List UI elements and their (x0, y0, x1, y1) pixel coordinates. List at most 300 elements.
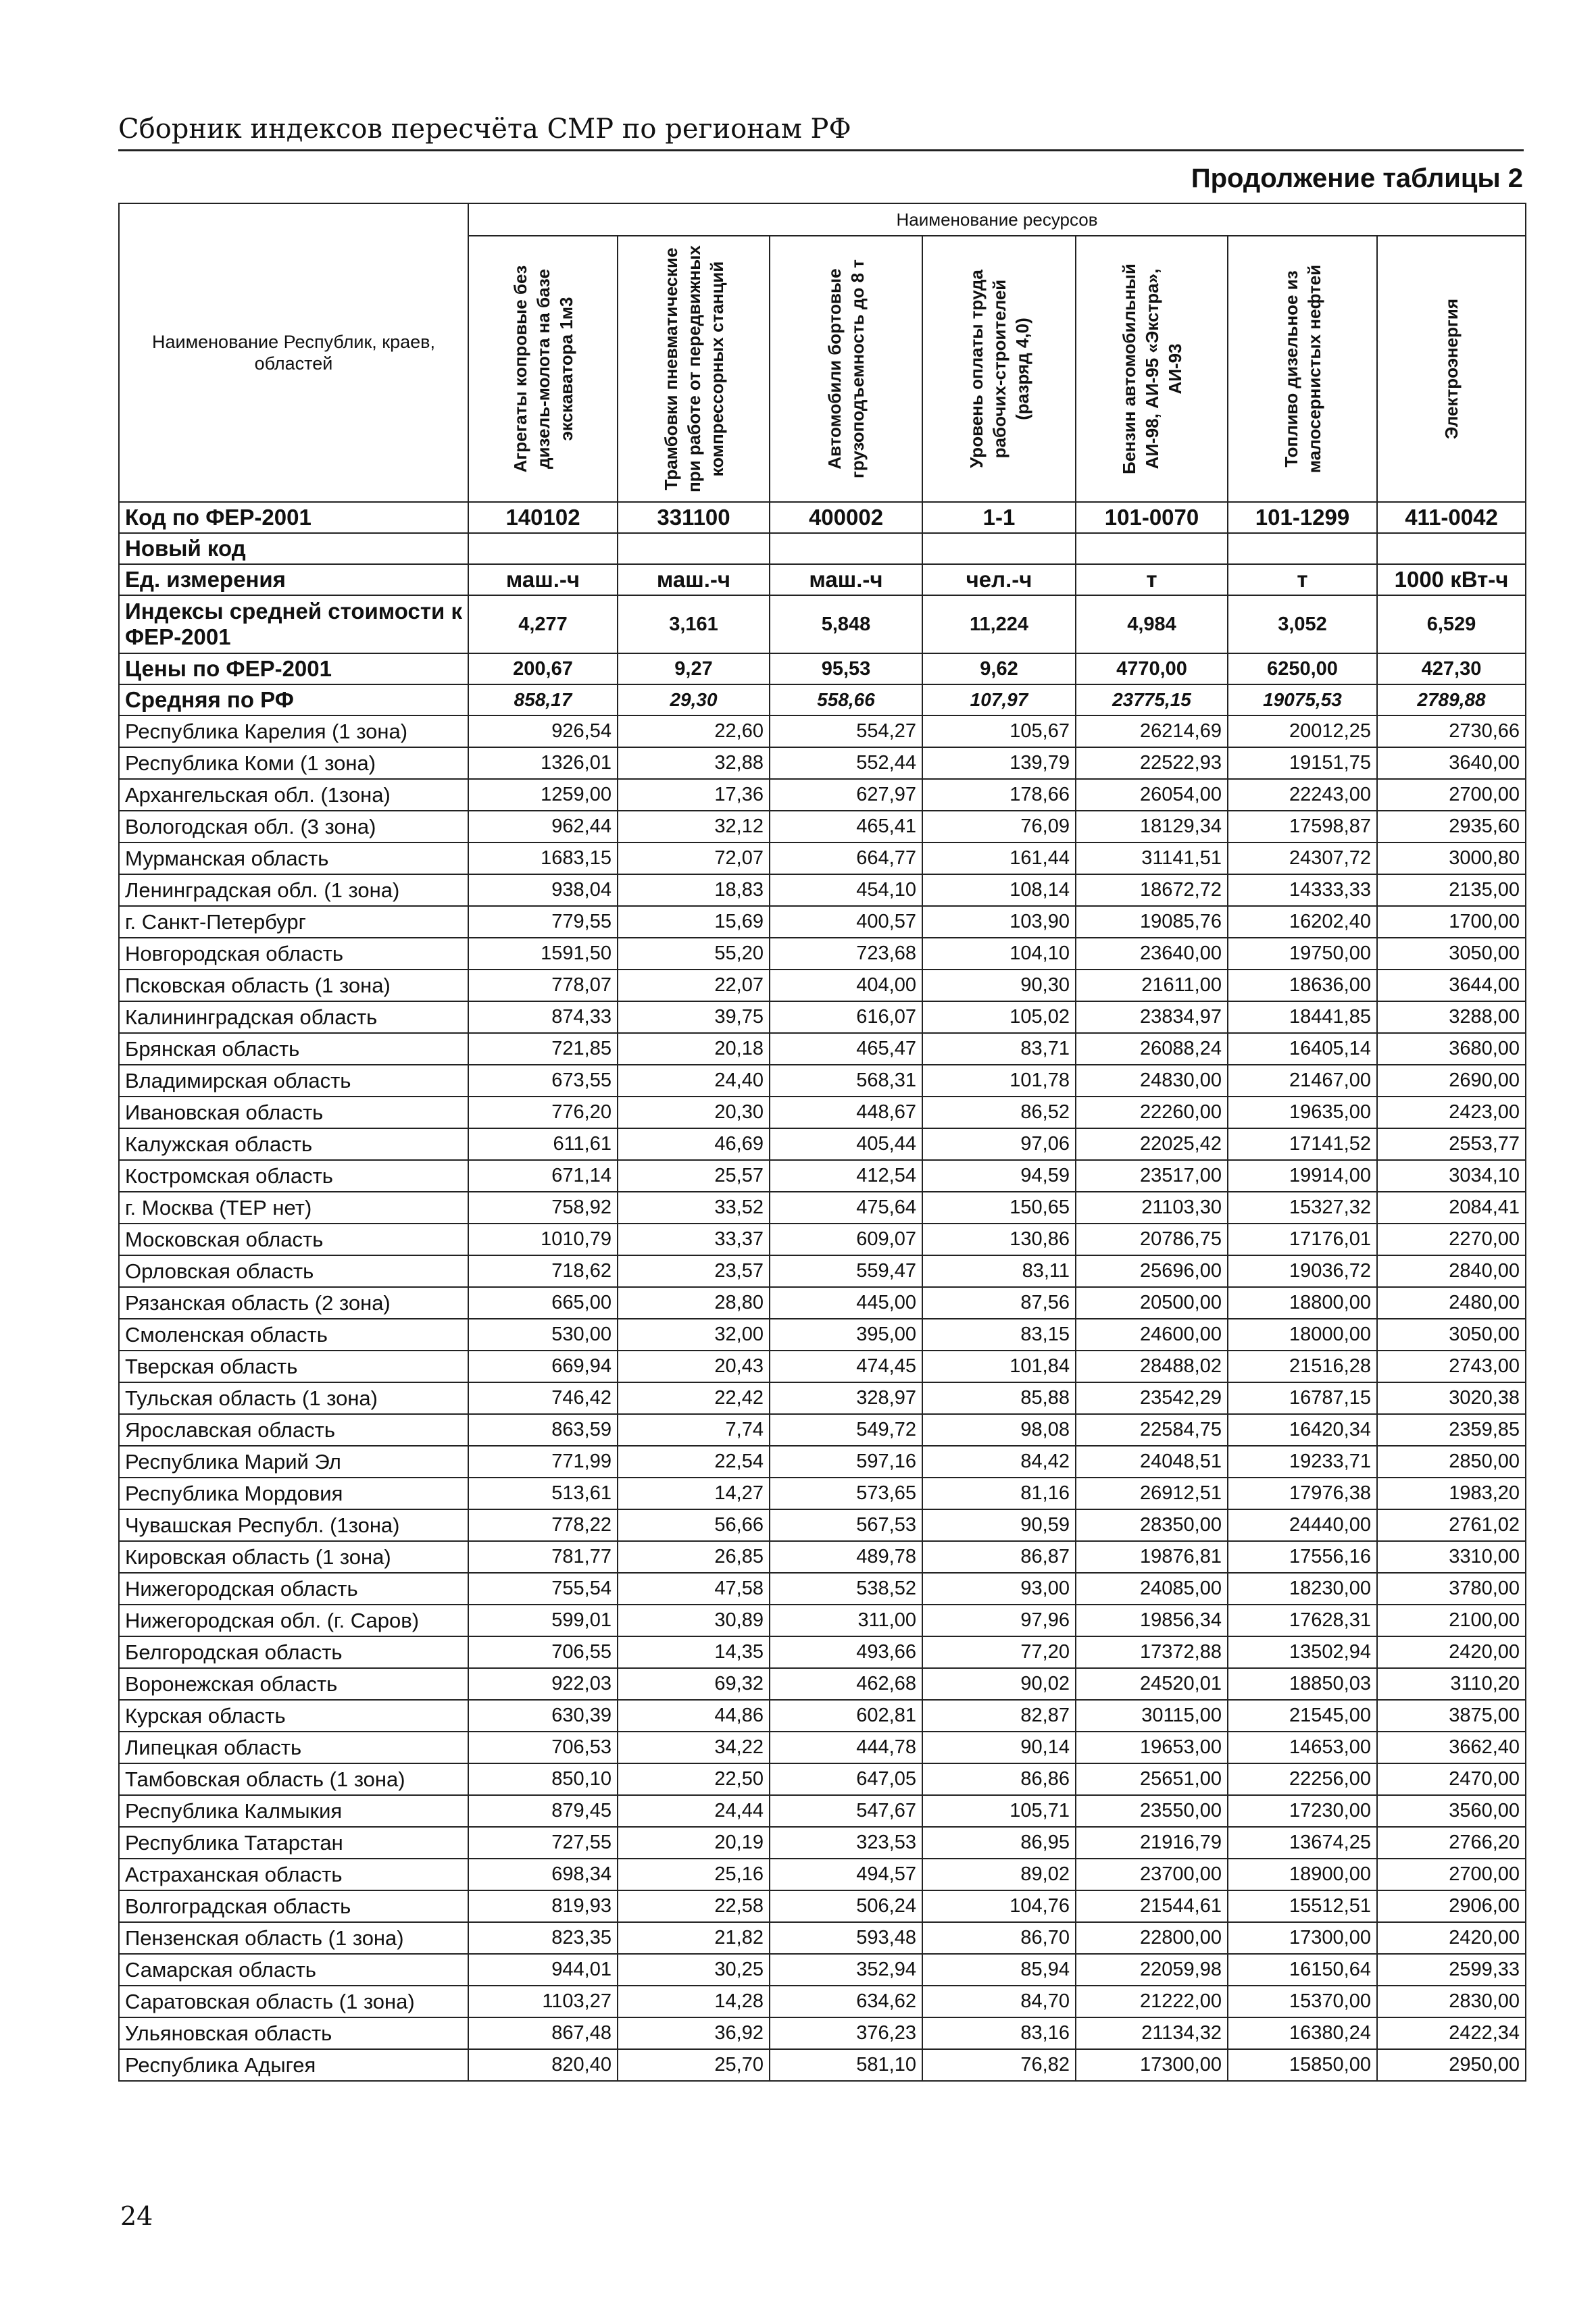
table-cell: 19914,00 (1228, 1160, 1377, 1192)
cost-index-row (119, 595, 1526, 653)
table-cell: 2730,66 (1377, 715, 1526, 747)
table-cell: 405,44 (770, 1128, 922, 1160)
new-code-value (1076, 533, 1228, 564)
table-cell: 3680,00 (1377, 1033, 1526, 1065)
table-cell: 593,48 (770, 1922, 922, 1954)
table-cell: 820,40 (468, 2049, 618, 2081)
fer-code-value: 400002 (770, 502, 922, 533)
table-cell: 30,25 (618, 1954, 770, 1986)
table-row (119, 1446, 1526, 1478)
table-cell: 83,15 (922, 1319, 1076, 1351)
table-cell: 26912,51 (1076, 1478, 1228, 1509)
table-cell: 2480,00 (1377, 1287, 1526, 1319)
table-cell: 3110,20 (1377, 1668, 1526, 1700)
table-cell: 83,11 (922, 1255, 1076, 1287)
table-cell: 24600,00 (1076, 1319, 1228, 1351)
region-name: Тверская область (119, 1351, 468, 1382)
region-name: Ярославская область (119, 1414, 468, 1446)
table-cell: 17230,00 (1228, 1795, 1377, 1827)
fer-price-value: 4770,00 (1076, 653, 1228, 684)
table-cell: 698,34 (468, 1859, 618, 1890)
table-cell: 15327,32 (1228, 1192, 1377, 1224)
table-cell: 665,00 (468, 1287, 618, 1319)
table-cell: 20012,25 (1228, 715, 1377, 747)
table-cell: 24048,51 (1076, 1446, 1228, 1478)
table-cell: 22,07 (618, 970, 770, 1001)
table-cell: 778,07 (468, 970, 618, 1001)
table-cell: 2100,00 (1377, 1605, 1526, 1636)
table-row (119, 1954, 1526, 1986)
table-cell: 23,57 (618, 1255, 770, 1287)
table-cell: 90,02 (922, 1668, 1076, 1700)
table-cell: 82,87 (922, 1700, 1076, 1732)
table-cell: 21103,30 (1076, 1192, 1228, 1224)
table-row (119, 1890, 1526, 1922)
region-name: Липецкая область (119, 1732, 468, 1763)
fer-price-value: 9,27 (618, 653, 770, 684)
table-cell: 103,90 (922, 906, 1076, 938)
table-cell: 547,67 (770, 1795, 922, 1827)
table-cell: 328,97 (770, 1382, 922, 1414)
table-cell: 105,67 (922, 715, 1076, 747)
cost-index-label: Индексы средней стоимости к ФЕР-2001 (119, 595, 468, 653)
table-cell: 22260,00 (1076, 1097, 1228, 1128)
new-code-value (618, 533, 770, 564)
table-row (119, 1509, 1526, 1541)
table-cell: 2420,00 (1377, 1922, 1526, 1954)
table-cell: 647,05 (770, 1763, 922, 1795)
table-cell: 664,77 (770, 842, 922, 874)
table-cell: 16150,64 (1228, 1954, 1377, 1986)
table-cell: 19085,76 (1076, 906, 1228, 938)
table-cell: 28488,02 (1076, 1351, 1228, 1382)
fer-price-value: 9,62 (922, 653, 1076, 684)
table-cell: 16787,15 (1228, 1382, 1377, 1414)
resource-header-label: Трамбовки пневматические при работе от передвижных компрессорных станций (660, 245, 727, 493)
table-cell: 779,55 (468, 906, 618, 938)
table-cell: 104,76 (922, 1890, 1076, 1922)
table-cell: 493,66 (770, 1636, 922, 1668)
table-cell: 776,20 (468, 1097, 618, 1128)
table-cell: 83,71 (922, 1033, 1076, 1065)
table-cell: 352,94 (770, 1954, 922, 1986)
table-row (119, 1986, 1526, 2017)
unit-value: 1000 кВт-ч (1377, 564, 1526, 595)
russia-average-value: 558,66 (770, 684, 922, 715)
table-cell: 19635,00 (1228, 1097, 1377, 1128)
region-name: Воронежская область (119, 1668, 468, 1700)
table-cell: 24,44 (618, 1795, 770, 1827)
table-row (119, 2017, 1526, 2049)
table-row (119, 1033, 1526, 1065)
table-row (119, 1541, 1526, 1573)
region-name: Смоленская область (119, 1319, 468, 1351)
table-row (119, 1255, 1526, 1287)
cost-index-value: 4,277 (468, 595, 618, 653)
table-cell: 22256,00 (1228, 1763, 1377, 1795)
table-cell: 17300,00 (1228, 1922, 1377, 1954)
table-row (119, 842, 1526, 874)
table-cell: 108,14 (922, 874, 1076, 906)
region-name: г. Санкт-Петербург (119, 906, 468, 938)
region-name: Кировская область (1 зона) (119, 1541, 468, 1573)
table-cell: 1326,01 (468, 747, 618, 779)
table-cell: 20,30 (618, 1097, 770, 1128)
fer-code-value: 331100 (618, 502, 770, 533)
fer-code-value: 411-0042 (1377, 502, 1526, 533)
table-cell: 21467,00 (1228, 1065, 1377, 1097)
table-cell: 18850,03 (1228, 1668, 1377, 1700)
table-cell: 944,01 (468, 1954, 618, 1986)
table-cell: 39,75 (618, 1001, 770, 1033)
region-name: Тульская область (1 зона) (119, 1382, 468, 1414)
table-cell: 84,70 (922, 1986, 1076, 2017)
table-row (119, 747, 1526, 779)
table-cell: 23700,00 (1076, 1859, 1228, 1890)
table-row (119, 1795, 1526, 1827)
table-cell: 2690,00 (1377, 1065, 1526, 1097)
resource-header-label: Автомобили бортовые грузоподъемность до 8 т (824, 259, 868, 479)
table-cell: 850,10 (468, 1763, 618, 1795)
table-cell: 93,00 (922, 1573, 1076, 1605)
region-index-table (118, 203, 1526, 2082)
table-cell: 23550,00 (1076, 1795, 1228, 1827)
fer-code-row (119, 502, 1526, 533)
table-cell: 76,82 (922, 2049, 1076, 2081)
table-cell: 17628,31 (1228, 1605, 1377, 1636)
table-cell: 25696,00 (1076, 1255, 1228, 1287)
table-row (119, 970, 1526, 1001)
table-cell: 18441,85 (1228, 1001, 1377, 1033)
table-cell: 18,83 (618, 874, 770, 906)
table-cell: 46,69 (618, 1128, 770, 1160)
table-cell: 18000,00 (1228, 1319, 1377, 1351)
resource-header-3 (770, 236, 922, 502)
table-row (119, 1700, 1526, 1732)
table-cell: 18900,00 (1228, 1859, 1377, 1890)
fer-code-value: 101-1299 (1228, 502, 1377, 533)
table-cell: 448,67 (770, 1097, 922, 1128)
table-row (119, 1351, 1526, 1382)
unit-row (119, 564, 1526, 595)
resource-header-6 (1228, 236, 1377, 502)
table-cell: 85,88 (922, 1382, 1076, 1414)
new-code-label: Новый код (119, 533, 468, 564)
table-cell: 863,59 (468, 1414, 618, 1446)
table-cell: 104,10 (922, 938, 1076, 970)
table-cell: 1103,27 (468, 1986, 618, 2017)
region-name: Калининградская область (119, 1001, 468, 1033)
table-cell: 94,59 (922, 1160, 1076, 1192)
region-name: Республика Мордовия (119, 1478, 468, 1509)
table-cell: 22800,00 (1076, 1922, 1228, 1954)
table-cell: 723,68 (770, 938, 922, 970)
table-cell: 559,47 (770, 1255, 922, 1287)
table-cell: 83,16 (922, 2017, 1076, 2049)
cost-index-value: 3,052 (1228, 595, 1377, 653)
table-cell: 150,65 (922, 1192, 1076, 1224)
fer-price-value: 200,67 (468, 653, 618, 684)
table-cell: 568,31 (770, 1065, 922, 1097)
table-cell: 323,53 (770, 1827, 922, 1859)
table-cell: 101,78 (922, 1065, 1076, 1097)
fer-price-label: Цены по ФЕР-2001 (119, 653, 468, 684)
table-row (119, 938, 1526, 970)
table-cell: 706,55 (468, 1636, 618, 1668)
table-cell: 23542,29 (1076, 1382, 1228, 1414)
table-cell: 20786,75 (1076, 1224, 1228, 1255)
table-cell: 567,53 (770, 1509, 922, 1541)
table-cell: 19750,00 (1228, 938, 1377, 970)
table-cell: 400,57 (770, 906, 922, 938)
table-cell: 98,08 (922, 1414, 1076, 1446)
table-cell: 24520,01 (1076, 1668, 1228, 1700)
table-cell: 21611,00 (1076, 970, 1228, 1001)
resource-header-label: Топливо дизельное из малосернистых нефтей (1280, 264, 1324, 474)
russia-average-label: Средняя по РФ (119, 684, 468, 715)
table-row (119, 874, 1526, 906)
resource-header-label: Агрегаты копровые без дизель-молота на базе экскаватора 1м3 (509, 265, 576, 473)
table-cell: 2700,00 (1377, 1859, 1526, 1890)
fer-code-value: 1-1 (922, 502, 1076, 533)
table-cell: 69,32 (618, 1668, 770, 1700)
region-name: Республика Марий Эл (119, 1446, 468, 1478)
unit-value: т (1228, 564, 1377, 595)
fer-code-value: 140102 (468, 502, 618, 533)
table-cell: 26,85 (618, 1541, 770, 1573)
table-cell: 3640,00 (1377, 747, 1526, 779)
table-cell: 24830,00 (1076, 1065, 1228, 1097)
table-cell: 15512,51 (1228, 1890, 1377, 1922)
table-cell: 25,16 (618, 1859, 770, 1890)
table-cell: 3875,00 (1377, 1700, 1526, 1732)
unit-value: маш.-ч (618, 564, 770, 595)
region-column-header: Наименование Республик, краев, областей (119, 203, 468, 502)
table-cell: 178,66 (922, 779, 1076, 811)
table-cell: 18800,00 (1228, 1287, 1377, 1319)
table-cell: 669,94 (468, 1351, 618, 1382)
unit-label: Ед. измерения (119, 564, 468, 595)
fer-code-label: Код по ФЕР-2001 (119, 502, 468, 533)
table-cell: 86,87 (922, 1541, 1076, 1573)
table-cell: 444,78 (770, 1732, 922, 1763)
table-row (119, 1001, 1526, 1033)
table-cell: 2950,00 (1377, 2049, 1526, 2081)
new-code-value (922, 533, 1076, 564)
fer-price-value: 6250,00 (1228, 653, 1377, 684)
table-cell: 573,65 (770, 1478, 922, 1509)
table-cell: 2840,00 (1377, 1255, 1526, 1287)
table-cell: 673,55 (468, 1065, 618, 1097)
table-cell: 130,86 (922, 1224, 1076, 1255)
new-code-value (1377, 533, 1526, 564)
table-cell: 19233,71 (1228, 1446, 1377, 1478)
table-cell: 2599,33 (1377, 1954, 1526, 1986)
table-cell: 2553,77 (1377, 1128, 1526, 1160)
cost-index-value: 6,529 (1377, 595, 1526, 653)
table-cell: 21916,79 (1076, 1827, 1228, 1859)
table-cell: 30,89 (618, 1605, 770, 1636)
table-cell: 17,36 (618, 779, 770, 811)
table-cell: 2830,00 (1377, 1986, 1526, 2017)
region-name: Белгородская область (119, 1636, 468, 1668)
table-cell: 823,35 (468, 1922, 618, 1954)
table-cell: 76,09 (922, 811, 1076, 842)
table-row (119, 811, 1526, 842)
table-cell: 17976,38 (1228, 1478, 1377, 1509)
table-cell: 22,60 (618, 715, 770, 747)
table-cell: 22,42 (618, 1382, 770, 1414)
table-row (119, 1192, 1526, 1224)
resource-header-label: Бензин автомобильный АИ-98, АИ-95 «Экстра», АИ-93 (1118, 263, 1185, 474)
table-cell: 90,59 (922, 1509, 1076, 1541)
table-cell: 2743,00 (1377, 1351, 1526, 1382)
table-cell: 36,92 (618, 2017, 770, 2049)
unit-value: маш.-ч (770, 564, 922, 595)
table-cell: 87,56 (922, 1287, 1076, 1319)
table-cell: 18672,72 (1076, 874, 1228, 906)
table-cell: 20500,00 (1076, 1287, 1228, 1319)
table-cell: 21544,61 (1076, 1890, 1228, 1922)
region-name: Орловская область (119, 1255, 468, 1287)
table-cell: 105,02 (922, 1001, 1076, 1033)
table-cell: 489,78 (770, 1541, 922, 1573)
table-cell: 3050,00 (1377, 938, 1526, 970)
table-cell: 14,35 (618, 1636, 770, 1668)
table-cell: 3560,00 (1377, 1795, 1526, 1827)
table-row (119, 1287, 1526, 1319)
table-cell: 581,10 (770, 2049, 922, 2081)
table-cell: 721,85 (468, 1033, 618, 1065)
table-cell: 727,55 (468, 1827, 618, 1859)
table-cell: 21222,00 (1076, 1986, 1228, 2017)
table-row (119, 1414, 1526, 1446)
region-name: Чувашская Республ. (1зона) (119, 1509, 468, 1541)
table-cell: 32,88 (618, 747, 770, 779)
table-row (119, 1922, 1526, 1954)
table-cell: 404,00 (770, 970, 922, 1001)
table-cell: 758,92 (468, 1192, 618, 1224)
table-cell: 20,43 (618, 1351, 770, 1382)
table-cell: 2470,00 (1377, 1763, 1526, 1795)
table-cell: 778,22 (468, 1509, 618, 1541)
cost-index-value: 5,848 (770, 595, 922, 653)
fer-price-value: 427,30 (1377, 653, 1526, 684)
table-cell: 14653,00 (1228, 1732, 1377, 1763)
page-header (118, 111, 1524, 151)
table-cell: 16420,34 (1228, 1414, 1377, 1446)
new-code-value (468, 533, 618, 564)
document-title: Сборник индексов пересчёта СМР по регионам РФ (118, 114, 851, 145)
table-cell: 85,94 (922, 1954, 1076, 1986)
new-code-value (1228, 533, 1377, 564)
table-row (119, 1224, 1526, 1255)
table-cell: 3050,00 (1377, 1319, 1526, 1351)
region-name: г. Москва (ТЕР нет) (119, 1192, 468, 1224)
table-cell: 494,57 (770, 1859, 922, 1890)
table-cell: 1259,00 (468, 779, 618, 811)
table-cell: 2359,85 (1377, 1414, 1526, 1446)
table-cell: 17300,00 (1076, 2049, 1228, 2081)
region-name: Тамбовская область (1 зона) (119, 1763, 468, 1795)
table-cell: 13674,25 (1228, 1827, 1377, 1859)
table-cell: 17598,87 (1228, 811, 1377, 842)
table-cell: 465,41 (770, 811, 922, 842)
table-cell: 2420,00 (1377, 1636, 1526, 1668)
cost-index-value: 4,984 (1076, 595, 1228, 653)
table-cell: 15370,00 (1228, 1986, 1377, 2017)
resource-header-label: Электроэнергия (1441, 298, 1462, 440)
new-code-value (770, 533, 922, 564)
table-cell: 101,84 (922, 1351, 1076, 1382)
region-name: Вологодская обл. (3 зона) (119, 811, 468, 842)
russia-average-value: 858,17 (468, 684, 618, 715)
table-cell: 630,39 (468, 1700, 618, 1732)
region-name: Брянская область (119, 1033, 468, 1065)
fer-price-value: 95,53 (770, 653, 922, 684)
table-cell: 15850,00 (1228, 2049, 1377, 2081)
region-name: Ленинградская обл. (1 зона) (119, 874, 468, 906)
table-row (119, 906, 1526, 938)
table-cell: 139,79 (922, 747, 1076, 779)
page-number: 24 (120, 2201, 153, 2231)
table-cell: 97,06 (922, 1128, 1076, 1160)
russia-average-row (119, 684, 1526, 715)
region-name: Астраханская область (119, 1859, 468, 1890)
table-cell: 771,99 (468, 1446, 618, 1478)
table-cell: 395,00 (770, 1319, 922, 1351)
table-row (119, 715, 1526, 747)
table-cell: 874,33 (468, 1001, 618, 1033)
table-cell: 24440,00 (1228, 1509, 1377, 1541)
table-cell: 15,69 (618, 906, 770, 938)
table-cell: 28350,00 (1076, 1509, 1228, 1541)
table-cell: 34,22 (618, 1732, 770, 1763)
region-name: Калужская область (119, 1128, 468, 1160)
table-cell: 26214,69 (1076, 715, 1228, 747)
table-cell: 17372,88 (1076, 1636, 1228, 1668)
table-cell: 44,86 (618, 1700, 770, 1732)
table-cell: 14,27 (618, 1478, 770, 1509)
table-cell: 3310,00 (1377, 1541, 1526, 1573)
table-cell: 19856,34 (1076, 1605, 1228, 1636)
table-cell: 30115,00 (1076, 1700, 1228, 1732)
table-cell: 1983,20 (1377, 1478, 1526, 1509)
table-cell: 311,00 (770, 1605, 922, 1636)
table-cell: 671,14 (468, 1160, 618, 1192)
table-cell: 47,58 (618, 1573, 770, 1605)
table-cell: 554,27 (770, 715, 922, 747)
continuation-title: Продолжение таблицы 2 (1191, 164, 1523, 193)
new-code-row (119, 533, 1526, 564)
table-row (119, 1382, 1526, 1414)
table-cell: 867,48 (468, 2017, 618, 2049)
table-cell: 22522,93 (1076, 747, 1228, 779)
table-cell: 755,54 (468, 1573, 618, 1605)
table-cell: 2422,34 (1377, 2017, 1526, 2049)
table-cell: 962,44 (468, 811, 618, 842)
table-cell: 19653,00 (1076, 1732, 1228, 1763)
table-cell: 17141,52 (1228, 1128, 1377, 1160)
table-cell: 2423,00 (1377, 1097, 1526, 1128)
table-row (119, 1128, 1526, 1160)
table-cell: 23517,00 (1076, 1160, 1228, 1192)
table-cell: 89,02 (922, 1859, 1076, 1890)
table-cell: 3020,38 (1377, 1382, 1526, 1414)
table-cell: 2135,00 (1377, 874, 1526, 906)
region-name: Саратовская область (1 зона) (119, 1986, 468, 2017)
table-cell: 2761,02 (1377, 1509, 1526, 1541)
